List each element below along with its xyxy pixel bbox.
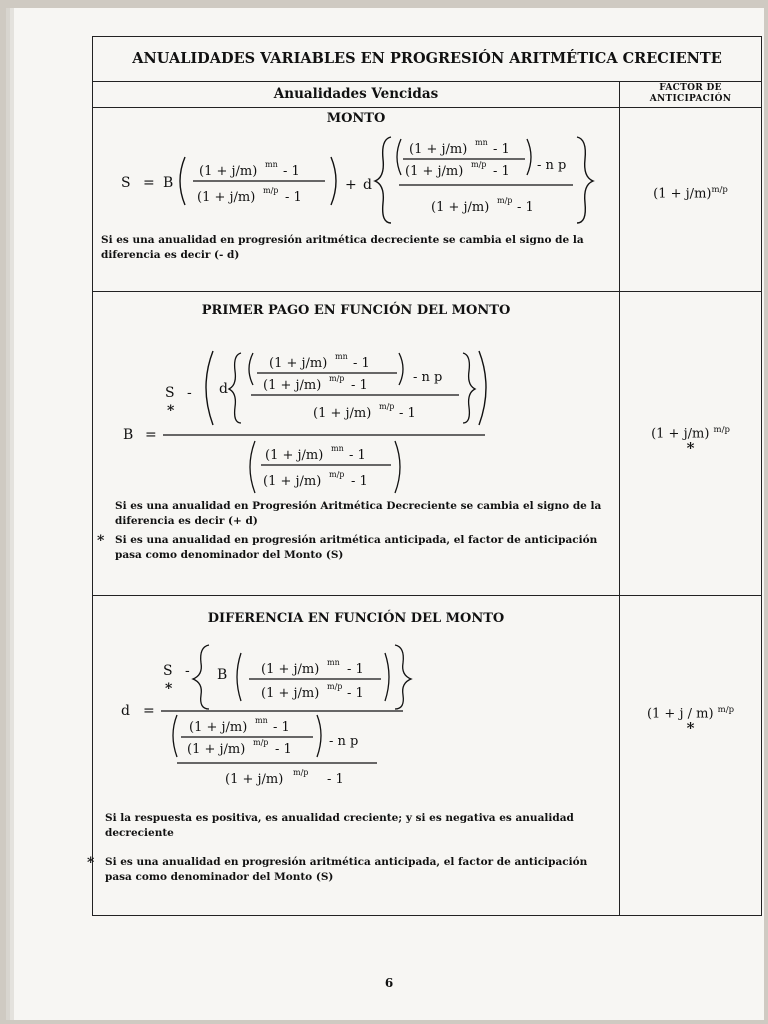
svg-text:(1 + j/m): (1 + j/m) bbox=[261, 662, 320, 677]
svg-text:- 1: - 1 bbox=[327, 772, 344, 787]
svg-text:(1 + j/m): (1 + j/m) bbox=[409, 142, 468, 157]
note-diferencia-1: Si la respuesta es positiva, es anualidad creciente; y si es negativa es anualidad decreciente bbox=[105, 812, 574, 839]
formula-diferencia bbox=[113, 635, 613, 795]
formula-primer-pago bbox=[113, 331, 613, 501]
formula-primer-pago-lhs: B bbox=[123, 427, 134, 443]
svg-text:mn: mn bbox=[475, 138, 488, 147]
svg-text:m/p: m/p bbox=[471, 160, 487, 169]
svg-text:- n p: - n p bbox=[413, 370, 443, 385]
svg-text:mn: mn bbox=[331, 444, 344, 453]
factor-diferencia-star: * bbox=[686, 719, 695, 738]
svg-text:(1 + j/m): (1 + j/m) bbox=[187, 742, 246, 757]
svg-text:- 1: - 1 bbox=[353, 356, 370, 371]
svg-text:(1 + j/m): (1 + j/m) bbox=[269, 356, 328, 371]
note-primer-pago-1: Si es una anualidad en Progresión Aritmética Decreciente se cambia el signo de la diferencia es decir (+ d) bbox=[115, 500, 602, 527]
note-monto-1: Si es una anualidad en progresión aritmética decreciente se cambia el signo de la diferencia es decir (- d) bbox=[101, 234, 584, 261]
formula-diferencia-lhs: d bbox=[121, 703, 130, 719]
svg-text:=: = bbox=[145, 427, 157, 443]
factor-monto: $(1 + j/m)^{m/p}$ bbox=[653, 185, 728, 202]
svg-text:(1 + j/m): (1 + j/m) bbox=[261, 686, 320, 701]
svg-text:(1 + j/m): (1 + j/m) bbox=[263, 378, 322, 393]
svg-text:(1 + j/m): (1 + j/m) bbox=[225, 772, 284, 787]
column-header-factor-line1: FACTOR DE bbox=[659, 83, 722, 93]
factor-primer-pago-star: * bbox=[686, 439, 695, 458]
svg-text:- 1: - 1 bbox=[349, 448, 366, 463]
svg-text:- 1: - 1 bbox=[273, 720, 290, 735]
column-header-factor bbox=[620, 83, 761, 107]
svg-text:- 1: - 1 bbox=[493, 142, 510, 157]
svg-text:- 1: - 1 bbox=[347, 662, 364, 677]
svg-text:- 1: - 1 bbox=[351, 378, 368, 393]
svg-text:- 1: - 1 bbox=[351, 474, 368, 489]
svg-text:- 1: - 1 bbox=[283, 164, 300, 179]
svg-text:- 1: - 1 bbox=[285, 190, 302, 205]
svg-text:- 1: - 1 bbox=[399, 406, 416, 421]
svg-text:-: - bbox=[187, 385, 192, 401]
svg-text:m/p: m/p bbox=[329, 374, 345, 383]
header-divider bbox=[93, 107, 761, 108]
svg-text:d: d bbox=[363, 177, 372, 193]
section-title-monto: MONTO bbox=[326, 111, 386, 126]
column-header-annuities: Anualidades Vencidas bbox=[273, 86, 439, 102]
svg-text:m/p: m/p bbox=[329, 470, 345, 479]
svg-text:- n p: - n p bbox=[329, 734, 359, 749]
note-primer-pago-2: Si es una anualidad en progresión aritmética anticipada, el factor de anticipación pasa como denominador del Monto (S) bbox=[115, 534, 598, 561]
factor-primer-pago: (1 + j/m) $^{m/p}$ * bbox=[620, 425, 761, 455]
svg-text:mn: mn bbox=[265, 160, 278, 169]
svg-text:(1 + j/m): (1 + j/m) bbox=[197, 190, 256, 205]
note-diferencia-2: Si es una anualidad en progresión aritmética anticipada, el factor de anticipación pasa como denominador del Monto (S) bbox=[105, 856, 588, 883]
svg-text:m/p: m/p bbox=[497, 196, 513, 205]
svg-text:(1 + j/m): (1 + j/m) bbox=[405, 164, 464, 179]
section-title-diferencia: DIFERENCIA EN FUNCIÓN DEL MONTO bbox=[207, 611, 505, 626]
column-header-factor-line2: ANTICIPACIÓN bbox=[649, 94, 732, 104]
svg-text:(1 + j/m): (1 + j/m) bbox=[265, 448, 324, 463]
svg-text:-: - bbox=[185, 663, 190, 679]
svg-text:B: B bbox=[217, 667, 228, 683]
column-divider bbox=[619, 81, 620, 915]
svg-text:- 1: - 1 bbox=[493, 164, 510, 179]
formula-monto bbox=[113, 129, 613, 225]
svg-text:m/p: m/p bbox=[379, 402, 395, 411]
svg-text:m/p: m/p bbox=[293, 768, 309, 777]
svg-text:=: = bbox=[143, 703, 155, 719]
section-divider-2 bbox=[93, 595, 761, 596]
note-primer-pago-2-star: * bbox=[97, 533, 105, 549]
svg-text:- 1: - 1 bbox=[347, 686, 364, 701]
svg-text:B: B bbox=[163, 175, 174, 191]
svg-text:(1 + j/m): (1 + j/m) bbox=[431, 200, 490, 215]
svg-text:=: = bbox=[143, 175, 155, 191]
svg-text:*: * bbox=[167, 403, 175, 419]
section-divider-1 bbox=[93, 291, 761, 292]
table-title: ANUALIDADES VARIABLES EN PROGRESIÓN ARITMÉTICA CRECIENTE bbox=[93, 37, 761, 82]
page-number: 6 bbox=[384, 976, 394, 990]
svg-text:*: * bbox=[165, 681, 173, 697]
svg-text:d: d bbox=[219, 381, 228, 397]
section-title-primer-pago: PRIMER PAGO EN FUNCIÓN DEL MONTO bbox=[201, 303, 511, 318]
svg-text:(1 + j/m): (1 + j/m) bbox=[263, 474, 322, 489]
svg-text:m/p: m/p bbox=[327, 682, 343, 691]
svg-text:mn: mn bbox=[327, 658, 340, 667]
formula-table bbox=[87, 36, 762, 916]
factor-diferencia: (1 + j / m) $^{m/p}$ * bbox=[620, 705, 761, 735]
formula-monto-lhs: S bbox=[121, 175, 131, 191]
svg-text:- n p: - n p bbox=[537, 158, 567, 173]
svg-text:S: S bbox=[163, 663, 173, 679]
svg-text:m/p: m/p bbox=[263, 186, 279, 195]
svg-text:S: S bbox=[165, 385, 175, 401]
svg-text:m/p: m/p bbox=[253, 738, 269, 747]
document-page bbox=[14, 8, 764, 1020]
svg-text:- 1: - 1 bbox=[275, 742, 292, 757]
svg-text:- 1: - 1 bbox=[517, 200, 534, 215]
note-diferencia-2-star: * bbox=[87, 855, 95, 871]
svg-text:(1 + j/m): (1 + j/m) bbox=[189, 720, 248, 735]
svg-text:(1 + j/m): (1 + j/m) bbox=[199, 164, 258, 179]
svg-text:mn: mn bbox=[255, 716, 268, 725]
svg-text:mn: mn bbox=[335, 352, 348, 361]
svg-text:(1 + j/m): (1 + j/m) bbox=[313, 406, 372, 421]
svg-text:+: + bbox=[345, 177, 357, 193]
